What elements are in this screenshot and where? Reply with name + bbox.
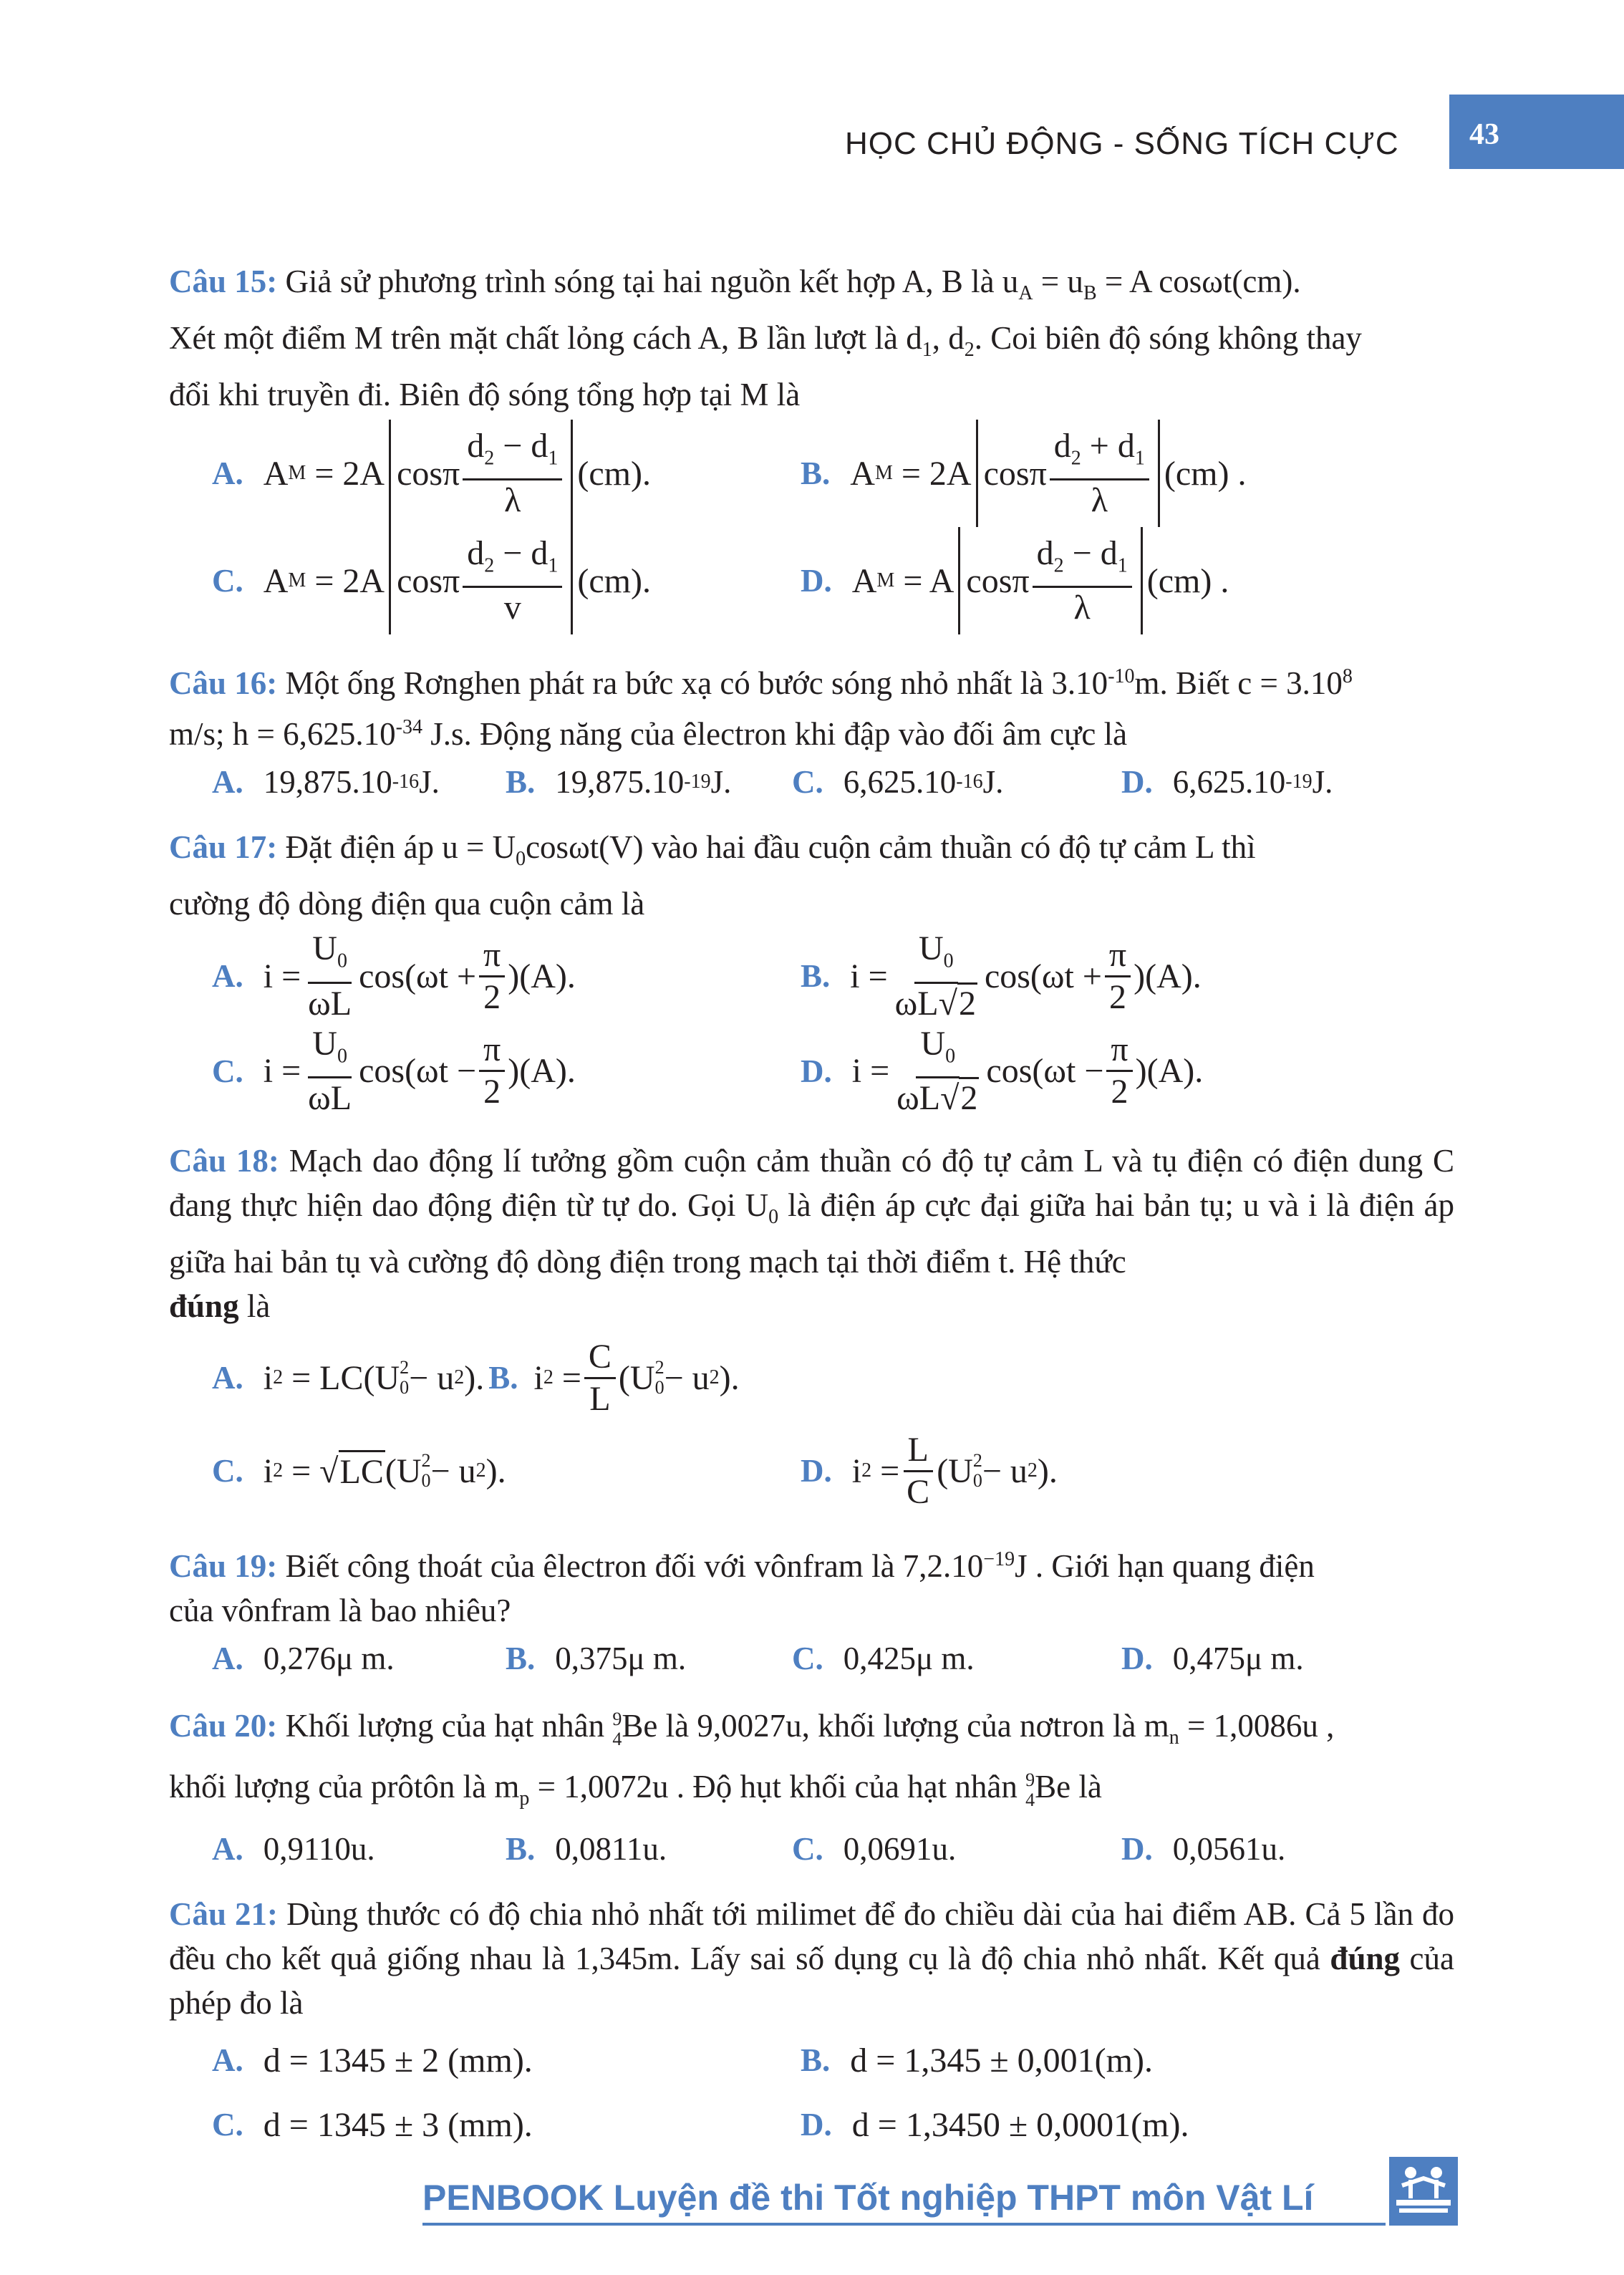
footer-divider (422, 2223, 1386, 2226)
question-label: Câu 18: (169, 1143, 279, 1179)
page-number: 43 (1469, 118, 1499, 151)
option-c[interactable]: C. i = $\frac{U_0}{\omega L}$ cos(ωt − $\frac{\pi}{2}$ )(A). (212, 1024, 576, 1118)
question-list (169, 259, 1454, 2177)
option-b[interactable]: B. 0,375μ m. (506, 1641, 687, 1677)
option-a[interactable]: A. 0,9110u. (212, 1831, 375, 1868)
question-20: Câu 20: Khối lượng của hạt nhân 9 4 Be là 9,0027u, khối lượng của nơtron là $m_n = 1,0086u$ , khối lượng của prôtôn là $m_p = 1,0072u$ . Độ hụt khối của hạt nhân 9 4 Be là A. 0,9110u. B. 0,0811u. C. 0,0691u. D. 0,0561u. (169, 1701, 1454, 1872)
option-b[interactable]: B. i = $\frac{U_0}{\omega L√2}$ cos(ωt + $\frac{\pi}{2}$ )(A). (801, 929, 1202, 1023)
question-21: Câu 21: Dùng thước có độ chia nhỏ nhất tới milimet để đo chiều dài của hai điểm AB. Cả 5 lần đo đều cho kết quả giống nhau là 1,345m. Lấy sai số dụng cụ là độ chia nhỏ nhất. Kết quả đúng của phép đo là A. d = 1345 ± 2 (mm). B. d = 1,345 ± 0,001(m). C. d = 1345 ± 3 (mm). D. d = 1,3450 ± 0,0001(m). (169, 1896, 1455, 2144)
question-15: Câu 15: Giả sử phương trình sóng tại hai nguồn kết hợp A, B là $u_A = u_B = A$ cosωt(cm). Xét một điểm M trên mặt chất lỏng cách A, B lần lượt là $d_1$, $d_2$. Coi biên độ sóng không thay đổi khi truyền đi. Biên độ sóng tổng hợp tại M là A. A M = 2A cosπ $\frac{d_2 - d_1}{\lambda}$ (cm). B. A M = 2A cosπ $\frac{d_2 + d_1}{\lambda}$ (cm) . C. A M = 2A cosπ $\frac{d_2 - d_1}{v}$ (cm). D. A M = A cosπ $\frac{d_2 - d_1}{\lambda}$ (cm) . (169, 259, 1454, 634)
question-label: Câu 15: (169, 264, 278, 299)
page-number-box (1449, 95, 1624, 169)
option-a[interactable]: A. i = $\frac{U_0}{\omega L}$ cos(ωt + $\frac{\pi}{2}$ )(A). (212, 929, 576, 1023)
option-c[interactable]: C. 6,625.10 -16 J. (792, 764, 1004, 800)
question-label: Câu 21: (169, 1896, 279, 1933)
footer-title: PENBOOK Luyện đề thi Tốt nghiệp THPT môn Vật Lí (422, 2178, 1314, 2218)
option-d[interactable]: D. 6,625.10 -19 J. (1121, 764, 1333, 800)
option-d[interactable]: D. i 2 = $\frac{L}{C}$ (U 2 0 − u 2 ). (801, 1430, 1058, 1511)
option-a[interactable]: A. d = 1345 ± 2 (mm). (212, 2041, 533, 2080)
option-d[interactable]: D. 0,0561u. (1121, 1831, 1286, 1868)
question-label: Câu 17: (169, 829, 278, 865)
option-a[interactable]: A. 0,276μ m. (212, 1641, 395, 1677)
option-a-b[interactable]: A. i 2 = LC(U 2 0 − u 2 ). B. i 2 = $\frac{C}{L}$ (U 2 0 − u 2 ). (212, 1337, 740, 1418)
question-17: Câu 17: Đặt điện áp $u = U_0\cos\omega t(V)$ vào hai đầu cuộn cảm thuần có độ tự cảm L thì cường độ dòng điện qua cuộn cảm là A. i = $\frac{U_0}{\omega L}$ cos(ωt + $\frac{\pi}{2}$ )(A). B. i = $\frac{U_0}{\omega L√2}$ cos(ωt + $\frac{\pi}{2}$ )(A). C. i = $\frac{U_0}{\omega L}$ cos(ωt − $\frac{\pi}{2}$ )(A). D. i = $\frac{U_0}{\omega L√2}$ cos(ωt − $\frac{\pi}{2}$ )(A). (169, 825, 1454, 1119)
option-d[interactable]: D. i = $\frac{U_0}{\omega L√2}$ cos(ωt − $\frac{\pi}{2}$ )(A). (801, 1024, 1204, 1118)
question-label: Câu 16: (169, 665, 278, 701)
option-a[interactable]: A. 19,875.10 -16 J. (212, 764, 440, 800)
option-c[interactable]: C. i 2 = √ LC (U 2 0 − u 2 ). (212, 1450, 506, 1492)
header-title: HỌC CHỦ ĐỘNG - SỐNG TÍCH CỰC (845, 126, 1399, 161)
question-label: Câu 19: (169, 1548, 278, 1585)
question-18: Câu 18: Mạch dao động lí tưởng gồm cuộn cảm thuần có độ tự cảm L và tụ điện có điện dung C đang thực hiện dao động điện từ tự do. Gọi $U_0$ là điện áp cực đại giữa hai bản tụ; u và i là điện áp giữa hai bản tụ và cường độ dòng điện trong mạch tại thời điểm t. Hệ thức đúng là A. i 2 = LC(U 2 0 − u 2 ). B. i 2 = $\frac{C}{L}$ (U 2 0 − u 2 ). C. i 2 = √ LC (U 2 0 − u 2 ). D. i 2 = $\frac{L}{C}$ (U 2 0 − u 2 ). (169, 1143, 1455, 1511)
option-a[interactable]: A. A M = 2A cosπ $\frac{d_2 - d_1}{\lambda}$ (cm). (212, 420, 801, 527)
question-label: Câu 20: (169, 1708, 278, 1744)
option-b[interactable]: B. A M = 2A cosπ $\frac{d_2 + d_1}{\lambda}$ (cm) . (801, 420, 1389, 527)
option-b[interactable]: B. 19,875.10 -19 J. (506, 764, 732, 800)
question-16: Câu 16: Một ống Rơnghen phát ra bức xạ có bước sóng nhỏ nhất là $3.10^{-10}m$. Biết $c = 3.10^8$ m/s; $h = 6,625.10^{-34}$ J.s. Động năng của êlectron khi đập vào đối âm cực là A. 19,875.10 -16 J. B. 19,875.10 -19 J. C. 6,625.10 -16 J. D. 6,625.10 -19 J. (169, 655, 1454, 805)
option-b[interactable]: B. 0,0811u. (506, 1831, 667, 1868)
option-c[interactable]: C. 0,425μ m. (792, 1641, 975, 1677)
option-d[interactable]: D. 0,475μ m. (1121, 1641, 1304, 1677)
option-c[interactable]: C. d = 1345 ± 3 (mm). (212, 2105, 533, 2144)
option-c[interactable]: C. A M = 2A cosπ $\frac{d_2 - d_1}{v}$ (cm). (212, 527, 801, 634)
option-c[interactable]: C. 0,0691u. (792, 1831, 957, 1868)
option-d[interactable]: D. d = 1,3450 ± 0,0001(m). (801, 2105, 1189, 2144)
option-d[interactable]: D. A M = A cosπ $\frac{d_2 - d_1}{\lambda}$ (cm) . (801, 527, 1389, 634)
penbook-logo-icon (1389, 2157, 1458, 2226)
question-19: Câu 19: Biết công thoát của êlectron đối với vônfram là $7,2.10^{-19}J$ . Giới hạn quang điện của vônfram là bao nhiêu? A. 0,276μ m. B. 0,375μ m. C. 0,425μ m. D. 0,475μ m. (169, 1537, 1454, 1681)
option-b[interactable]: B. d = 1,345 ± 0,001(m). (801, 2041, 1153, 2080)
